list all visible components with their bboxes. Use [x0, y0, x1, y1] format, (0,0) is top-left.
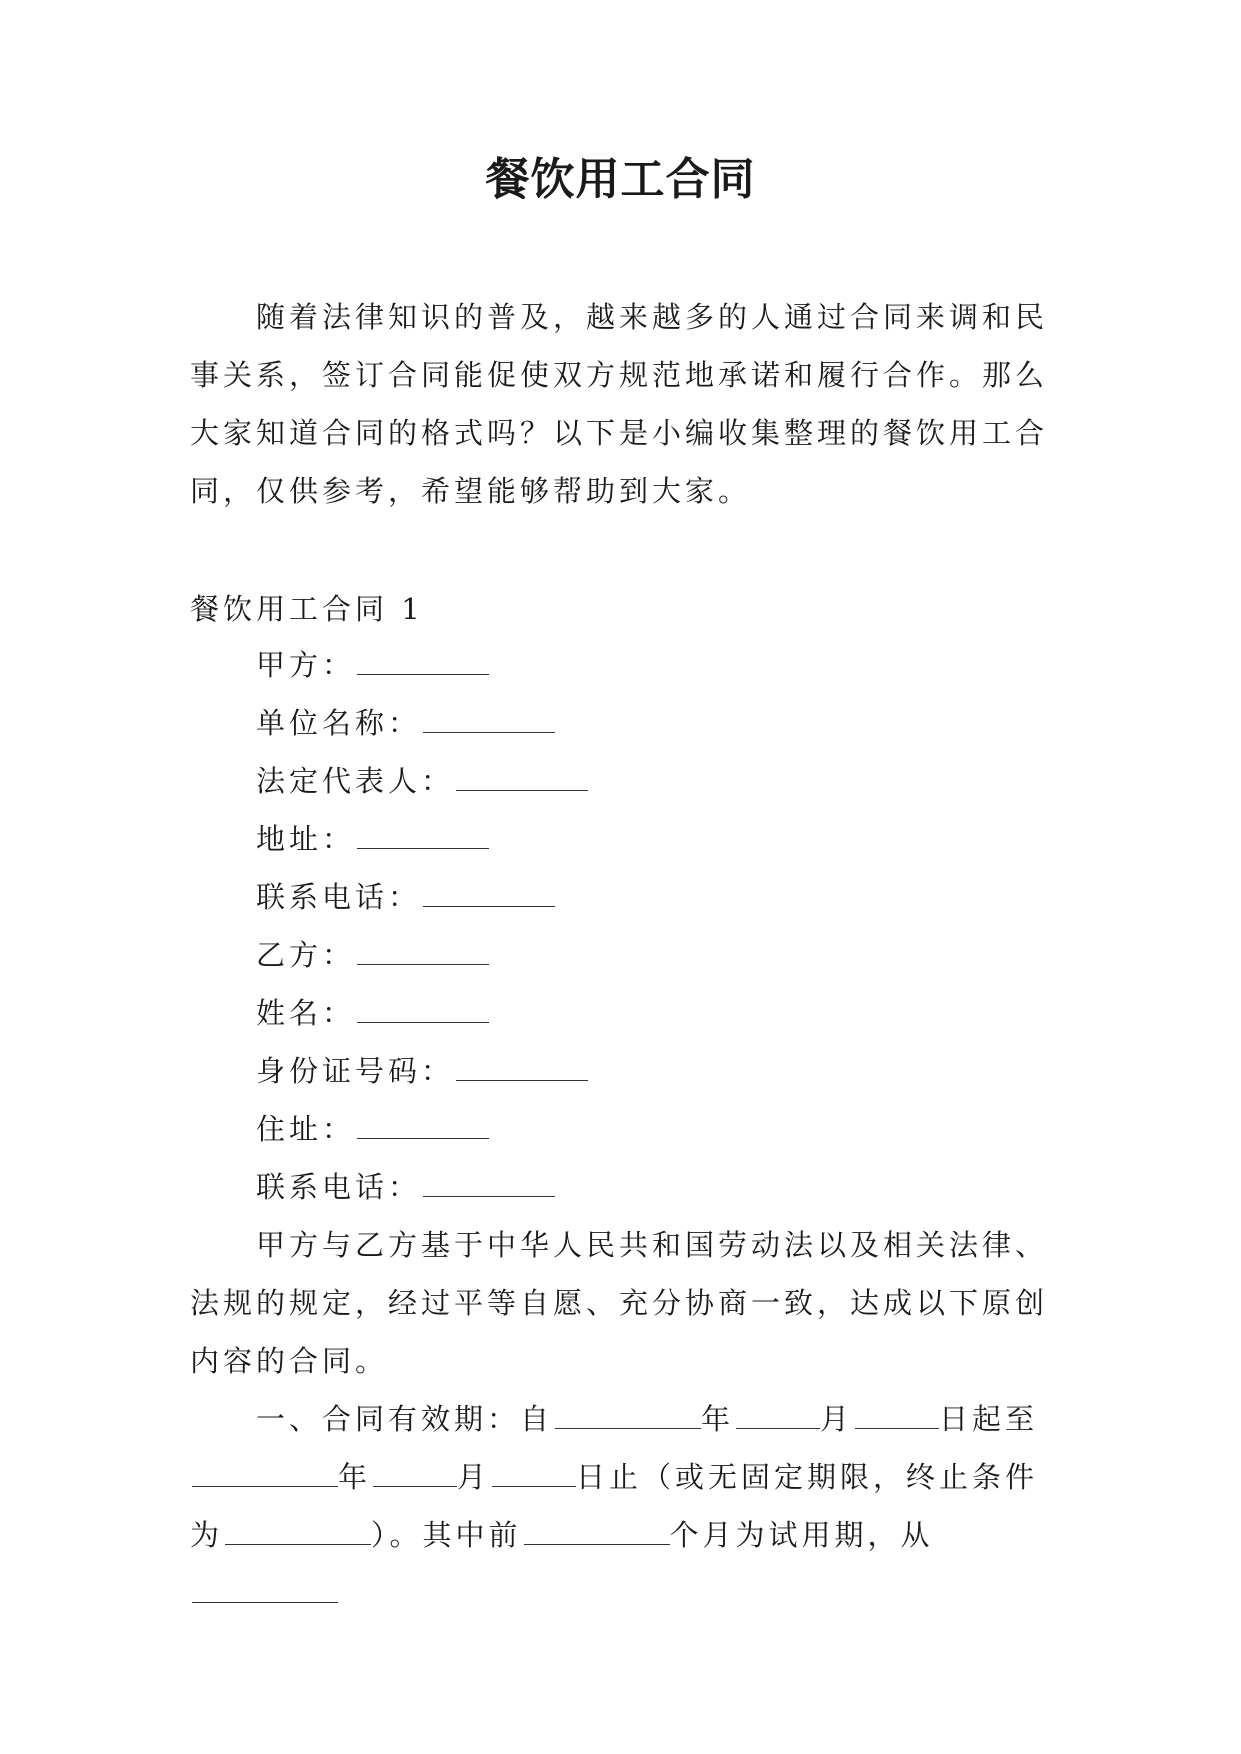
clause-text: 日止（或无固定期限，终止条件为 [190, 1460, 1039, 1552]
field-residence [256, 1100, 1056, 1158]
section-heading: 餐饮用工合同 1 [190, 592, 424, 626]
clause-text: 个月为试用期，从 [669, 1518, 934, 1552]
field-label: 联系电话： [256, 880, 422, 914]
party-fields [256, 636, 1056, 1216]
field-name [256, 984, 1056, 1042]
clause-text: 月 [820, 1402, 854, 1436]
blank-line [555, 1392, 701, 1429]
field-label: 身份证号码： [256, 1054, 455, 1088]
clause-text: 月 [457, 1460, 491, 1494]
field-label: 联系电话： [256, 1170, 422, 1204]
blank-line [423, 870, 555, 907]
field-label: 乙方： [256, 938, 356, 972]
field-label: 住址： [256, 1112, 356, 1146]
blank-line [423, 1160, 555, 1197]
field-id-number [256, 1042, 1056, 1100]
intro-paragraph: 随着法律知识的普及，越来越多的人通过合同来调和民事关系，签订合同能促使双方规范地承诺和履行合作。那么大家知道合同的格式吗？以下是小编收集整理的餐饮用工合同，仅供参考，希望能够帮助到大家。 [190, 300, 1049, 508]
blank-line [357, 638, 489, 675]
field-legal-representative [256, 752, 1056, 810]
clause-text: 一、合同有效期：自 [256, 1402, 554, 1436]
blank-line [192, 1450, 338, 1487]
blank-line [357, 986, 489, 1023]
field-label: 单位名称： [256, 706, 422, 740]
clause-one [190, 1390, 1050, 1622]
blank-line [423, 696, 555, 733]
blank-line [456, 754, 588, 791]
blank-line [192, 1566, 338, 1603]
clause-text: ）。其中前 [371, 1518, 522, 1552]
field-phone-a [256, 868, 1056, 926]
blank-line [373, 1450, 457, 1487]
clause-text: 日起至 [939, 1402, 1039, 1436]
field-label: 姓名： [256, 996, 356, 1030]
blank-line [357, 1102, 489, 1139]
blank-line [855, 1392, 939, 1429]
blank-line [357, 812, 489, 849]
blank-line [225, 1508, 371, 1545]
document-title: 餐饮用工合同 [485, 154, 756, 205]
field-phone-b [256, 1158, 1056, 1216]
clause-text: 年 [338, 1460, 372, 1494]
field-label: 法定代表人： [256, 764, 455, 798]
blank-line [524, 1508, 670, 1545]
blank-line [736, 1392, 820, 1429]
agreement-paragraph: 甲方与乙方基于中华人民共和国劳动法以及相关法律、法规的规定，经过平等自愿、充分协商一致，达成以下原创内容的合同。 [190, 1228, 1049, 1378]
field-party-a [256, 636, 1056, 694]
clause-text: 年 [701, 1402, 735, 1436]
field-label: 地址： [256, 822, 356, 856]
blank-line [456, 1044, 588, 1081]
field-party-b [256, 926, 1056, 984]
blank-line [357, 928, 489, 965]
field-address [256, 810, 1056, 868]
blank-line [492, 1450, 576, 1487]
field-company-name [256, 694, 1056, 752]
field-label: 甲方： [256, 648, 356, 682]
